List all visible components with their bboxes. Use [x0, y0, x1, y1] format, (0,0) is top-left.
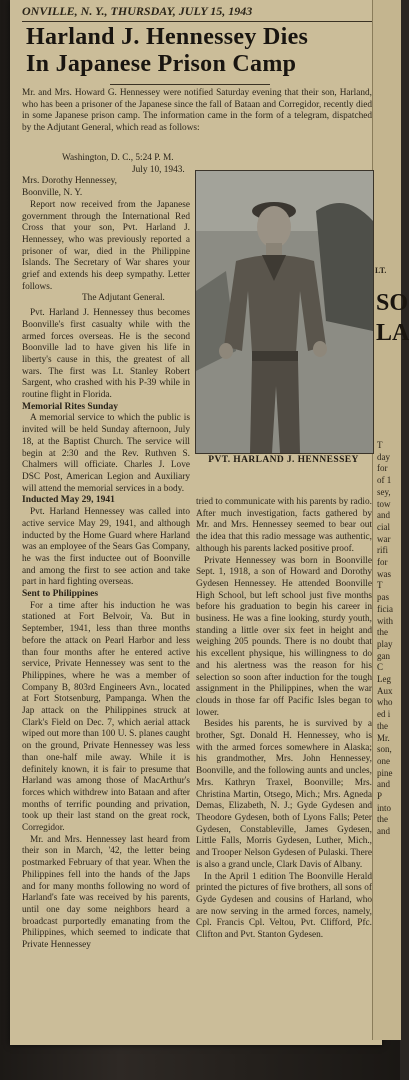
fragment-big-2: LA — [376, 320, 409, 346]
fragment-line: war — [377, 533, 391, 544]
fragment-big-1: SO — [376, 290, 409, 316]
telegram-signature: The Adjutant General. — [82, 293, 165, 304]
fragment-line: P — [377, 791, 383, 801]
fragment-line: rifi — [377, 545, 388, 556]
fragment-line: ed i — [377, 709, 391, 720]
telegram-body: Report now received from the Japanese government through the International Red Cross that your son, Pvt. Harland J. Hennessey, who was previously reported a prisoner of war, died in the Philippine Islands. The Secretary of War shares your grief and extends his deep sympathy. Letter follows. — [22, 199, 190, 292]
inducted-text: Pvt. Harland Hennessey was called into active service May 29, 1941, and although inducted by the Home Guard where Harland was an employee of the Sears Gas Company, he was the first inductee out of Boonville and among the first to see action and take part in hard fighting overseas. — [22, 507, 190, 588]
fragment-line: the — [377, 720, 388, 731]
fragment-line: who — [377, 697, 393, 708]
fragment-line: ficia — [377, 603, 393, 614]
masthead-dateline: ONVILLE, N. Y., THURSDAY, JULY 15, 1943 — [22, 4, 372, 22]
fragment-line: was — [377, 568, 391, 579]
casualty-paragraph: Pvt. Harland J. Hennessey thus becomes Boonville's first casualty while with the armed forces overseas. He is the second Boonville lad to have given his life in liberty's cause in this, the greatest of all wars. The first was Lt. Stanley Robert Sargent, who crashed with his P-39 while in routine flight in Florida. — [22, 308, 190, 401]
fragment-line: tow — [377, 498, 391, 509]
column-1 — [22, 153, 190, 952]
telegram-addressee: Mrs. Dorothy Hennessey, — [22, 176, 117, 187]
col2-paragraph-1: tried to communicate with his parents by radio. After much investigation, facts gathered by Mr. and Mrs. Hennessey seemed to bear out the idea that this radio message was authentic, although his parents lacked positive proof. — [196, 497, 372, 554]
fragment-line: the — [377, 814, 388, 825]
fragment-line: T — [377, 580, 383, 591]
col2-paragraph-2: Private Hennessey was born in Boonville Sept. 1, 1918, a son of Howard and Dorothy Gydesen Hennessey. He attended Boonville High School, but left school just five months before his graduation to begin his career in business. He was a fine looking, sturdy youth, standing a little over six feet in height and weighing 205 pounds. There is no doubt that his excellent physique, his willingness to do and his alertness was the reason for his selection so soon after induction for the tough assignment in the Philippines, when the war clouds in those far off Pacific Isles began to lower. — [196, 555, 372, 718]
fragment-line: one — [377, 755, 390, 766]
telegram-address: Boonville, N. Y. — [22, 188, 83, 199]
fragment-line: with — [377, 615, 394, 626]
philippines-text-2: Mr. and Mrs. Hennessey last heard from their son in March, '42, the letter being postmarked February of that year. When the Philippines fell into the hands of the Japs and for many months following no word of Harland's fate was received by his parents, until one day some neighbors heard a broadcast purportedly emanating from the Philippines, which seemed to indicate that Private Hennessey — [22, 834, 190, 951]
headline — [26, 24, 371, 78]
column-2 — [196, 497, 372, 942]
fragment-line: gan — [377, 650, 390, 661]
telegram-dateline: Washington, D. C., 5:24 P. M. — [62, 153, 174, 163]
fragment-line: pine — [377, 767, 393, 778]
fragment-line: Mr. — [377, 732, 390, 743]
fragment-line: T — [377, 440, 383, 450]
inducted-heading: Inducted May 29, 1941 — [22, 495, 115, 506]
memorial-text: A memorial service to which the public is invited will be held Sunday afternoon, July 18, at the Baptist Church. The service will begin at 2:30 and the Rev. Ruthven S. Chalmers will officiate. Charles J. Love DSC Post, American Legion and Auxiliary will attend the memorial services in a body. — [22, 413, 190, 494]
telegram-date: July 10, 1943. — [132, 164, 185, 175]
fragment-line: day — [377, 451, 390, 462]
headline-line-1: Harland J. Hennessey Dies — [26, 24, 309, 50]
fragment-lt: LT. — [375, 266, 387, 275]
fragment-line: cial — [377, 521, 390, 532]
soldier-portrait-photo — [195, 170, 374, 454]
fragment-line: C — [377, 662, 384, 673]
fragment-line: the — [377, 627, 388, 638]
fragment-line: play — [377, 638, 393, 649]
philippines-text-1: For a time after his induction he was stationed at Fort Belvoir, Va. But in September, 1941, less than three months before the attack on Pearl Harbor and less than four months after he entered active service, Private Hennessey was sent to the Philippines, where he was a member of Company B, 803rd Engineers Avn., located at Fort Stotsenburg, Pampanga. When the Jap attack on the Philippines struck at Clark's Field on Dec. 7, which aerial attack wiped out more than 100 U. S. planes caught on the ground, Private Hennessey was less than one-half mile away. While it is definitely known, it is fair to presume that Harland was among those of MacArthur's forces which withdrew into Bataan and after months of terrific pounding and privation, took up their last stand on the great rock, Corregidor. — [22, 600, 190, 834]
adjacent-clipping — [372, 0, 409, 1040]
col2-paragraph-3: Besides his parents, he is survived by a brother, Sgt. Donald H. Hennessey, who is with the armed forces somewhere in Alaska; his grandmother, Mrs. John Hennessey, Boonville, and the following aunts and uncles, Mrs. Kathryn Traxel, Boonville; Mrs. Christina Martin, Otsego, Mich.; Mrs. Agneda Demas, Elizabeth, N. J.; Gyde Gydesen and Theodore Gydesen, both of Lyons Falls; Peter Gydesen, Constableville, James Gydesen, Little Falls, Morris Gydesen, Luther, Mich., and Trooper Nelson Gydesen of Pulaski. There is also a grand uncle, Clark Davis of Albany. — [196, 719, 372, 870]
fragment-line: pas — [377, 592, 389, 603]
philippines-heading: Sent to Philippines — [22, 589, 99, 600]
lead-paragraph: Mr. and Mrs. Howard G. Hennessey were notified Saturday evening that their son, Harland, who has been a prisoner of the Japanese since the fall of Bataan and Corregidor, recently died in some Japanese prison camp. The information came in the form of a telegram, dispatched by the Adjutant General, which read as follows: — [22, 88, 372, 133]
headline-rule — [110, 84, 270, 85]
fragment-line: into — [377, 802, 392, 813]
fragment-line: son, — [377, 744, 392, 755]
memorial-heading: Memorial Rites Sunday — [22, 401, 119, 412]
fragment-line: sey, — [377, 486, 391, 497]
fragment-line: and — [377, 510, 390, 521]
fragment-line: and — [377, 826, 390, 837]
headline-line-2: In Japanese Prison Camp — [26, 51, 297, 77]
fragment-line: Leg — [377, 674, 391, 684]
fragment-line: for — [377, 557, 388, 567]
fragment-line: Aux — [377, 685, 393, 696]
fragment-line: and — [377, 779, 390, 790]
col2-paragraph-4: In the April 1 edition The Boonville Herald printed the pictures of five brothers, all sons of Gyde Gydesen and cousins of Harland, who are now serving in the armed forces, namely, Cpl. Francis Cpl. Veltou, Pvt. Clifford, Pfc. Clifton and Pvt. Stanton Gydesen. — [196, 871, 372, 941]
photo-caption: PVT. HARLAND J. HENNESSEY — [208, 455, 359, 465]
fragment-line: of 1 — [377, 475, 392, 486]
fragment-line: for — [377, 463, 388, 474]
portrait-illustration — [196, 171, 373, 453]
